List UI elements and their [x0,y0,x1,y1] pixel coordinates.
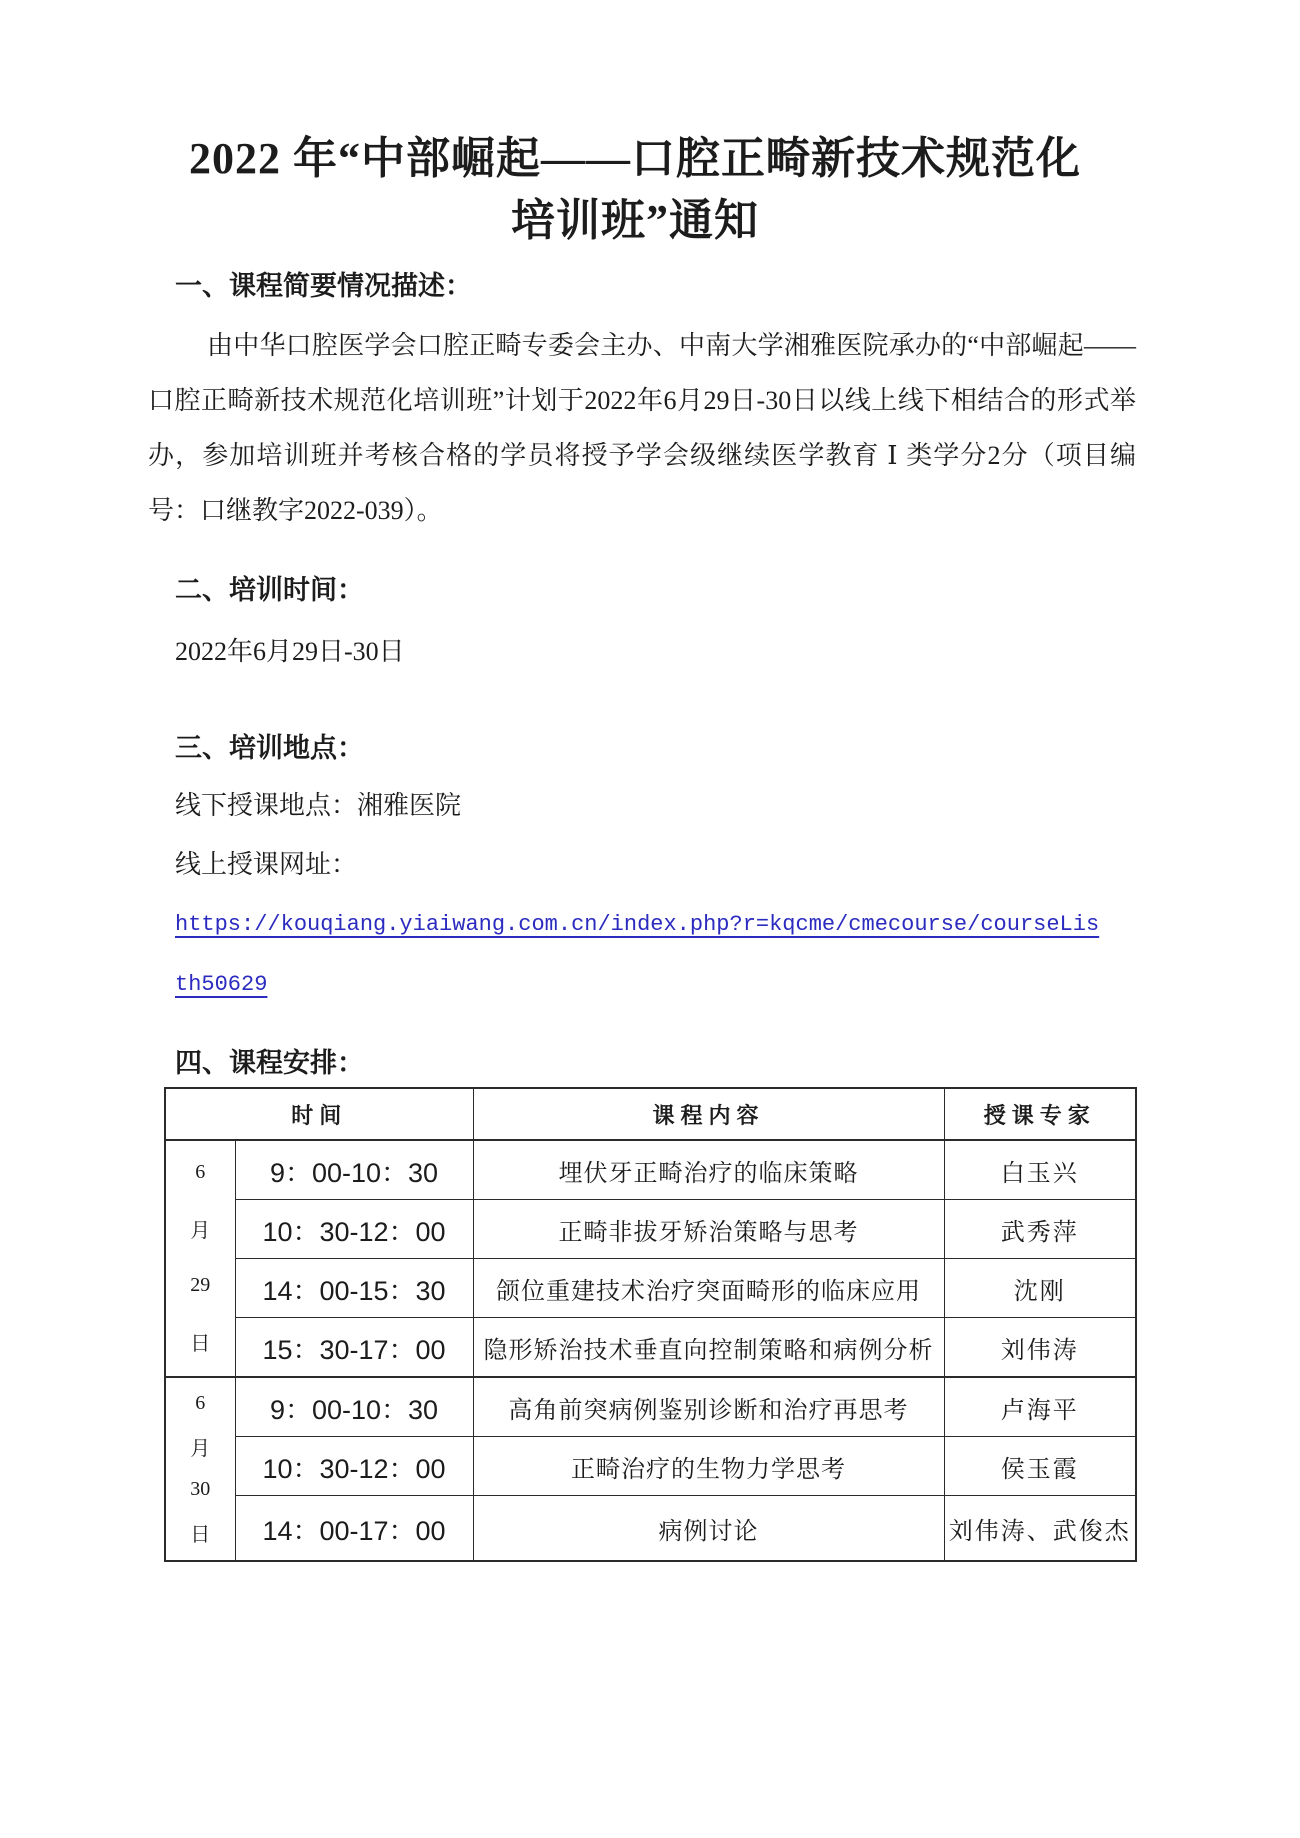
expert-cell: 白玉兴 [944,1140,1136,1200]
section1-paragraph: 由中华口腔医学会口腔正畸专委会主办、中南大学湘雅医院承办的“中部崛起——口腔正畸新技术规范化培训班”计划于2022年6月29日-30日以线上线下相结合的形式举办，参加培训班并考核合格的学员将授予学会级继续医学教育 Ⅰ 类学分2分（项目编号：口继教字2022-039）。 [148,331,1136,525]
course-cell: 病例讨论 [473,1496,944,1562]
date-char: 29 [190,1273,211,1296]
section2-heading: 二、培训时间： [175,575,364,605]
course-cell: 正畸非拔牙矫治策略与思考 [473,1200,944,1259]
document-body [148,128,1136,1562]
expert-cell: 刘伟涛 [944,1318,1136,1378]
date-stack [166,1146,235,1371]
column-header-time: 时间 [165,1088,473,1140]
expert-cell: 卢海平 [944,1377,1136,1437]
training-time: 2022年6月29日-30日 [175,637,405,666]
date-cell-june-29 [165,1140,235,1377]
time-cell: 9：00-10：30 [235,1377,473,1437]
date-char: 30 [190,1477,211,1500]
time-cell: 10：30-12：00 [235,1437,473,1496]
course-cell: 埋伏牙正畸治疗的临床策略 [473,1140,944,1200]
date-char: 6 [195,1391,206,1414]
date-cell-june-30 [165,1377,235,1561]
column-header-content: 课程内容 [473,1088,944,1140]
course-cell: 颌位重建技术治疗突面畸形的临床应用 [473,1259,944,1318]
online-url-label: 线上授课网址： [175,850,358,879]
table-row [165,1259,1136,1318]
time-cell: 10：30-12：00 [235,1200,473,1259]
date-char: 日 [190,1332,211,1355]
time-cell: 14：00-17：00 [235,1496,473,1562]
course-cell: 正畸治疗的生物力学思考 [473,1437,944,1496]
table-row [165,1437,1136,1496]
column-header-expert: 授课专家 [944,1088,1136,1140]
offline-location: 线下授课地点：湘雅医院 [175,791,462,820]
date-char: 日 [190,1523,211,1546]
section3-heading: 三、培训地点： [175,733,364,763]
table-row [165,1140,1136,1200]
course-cell: 隐形矫治技术垂直向控制策略和病例分析 [473,1318,944,1378]
document-title [140,128,1130,252]
time-cell: 9：00-10：30 [235,1140,473,1200]
table-row [165,1200,1136,1259]
expert-cell: 刘伟涛、武俊杰 [944,1496,1136,1562]
course-schedule-table [164,1087,1137,1562]
time-cell: 14：00-15：30 [235,1259,473,1318]
section4-heading: 四、课程安排： [175,1048,364,1078]
date-stack [166,1383,235,1555]
date-char: 月 [190,1437,211,1460]
table-row [165,1318,1136,1378]
table-header-row [165,1088,1136,1140]
expert-cell: 沈刚 [944,1259,1136,1318]
time-cell: 15：30-17：00 [235,1318,473,1378]
date-char: 月 [190,1220,211,1243]
section1-heading: 一、课程简要情况描述： [175,271,472,301]
title-line-1: 2022 年“中部崛起——口腔正畸新技术规范化 [189,134,1081,183]
title-line-2: 培训班”通知 [511,196,759,245]
course-cell: 高角前突病例鉴别诊断和治疗再思考 [473,1377,944,1437]
date-char: 6 [195,1161,206,1184]
expert-cell: 武秀萍 [944,1200,1136,1259]
expert-cell: 侯玉霞 [944,1437,1136,1496]
table-row [165,1377,1136,1437]
table-row [165,1496,1136,1562]
course-url-link[interactable]: https://kouqiang.yiaiwang.com.cn/index.php?r=kqcme/cmecourse/courseListh50629 [175,912,1100,997]
